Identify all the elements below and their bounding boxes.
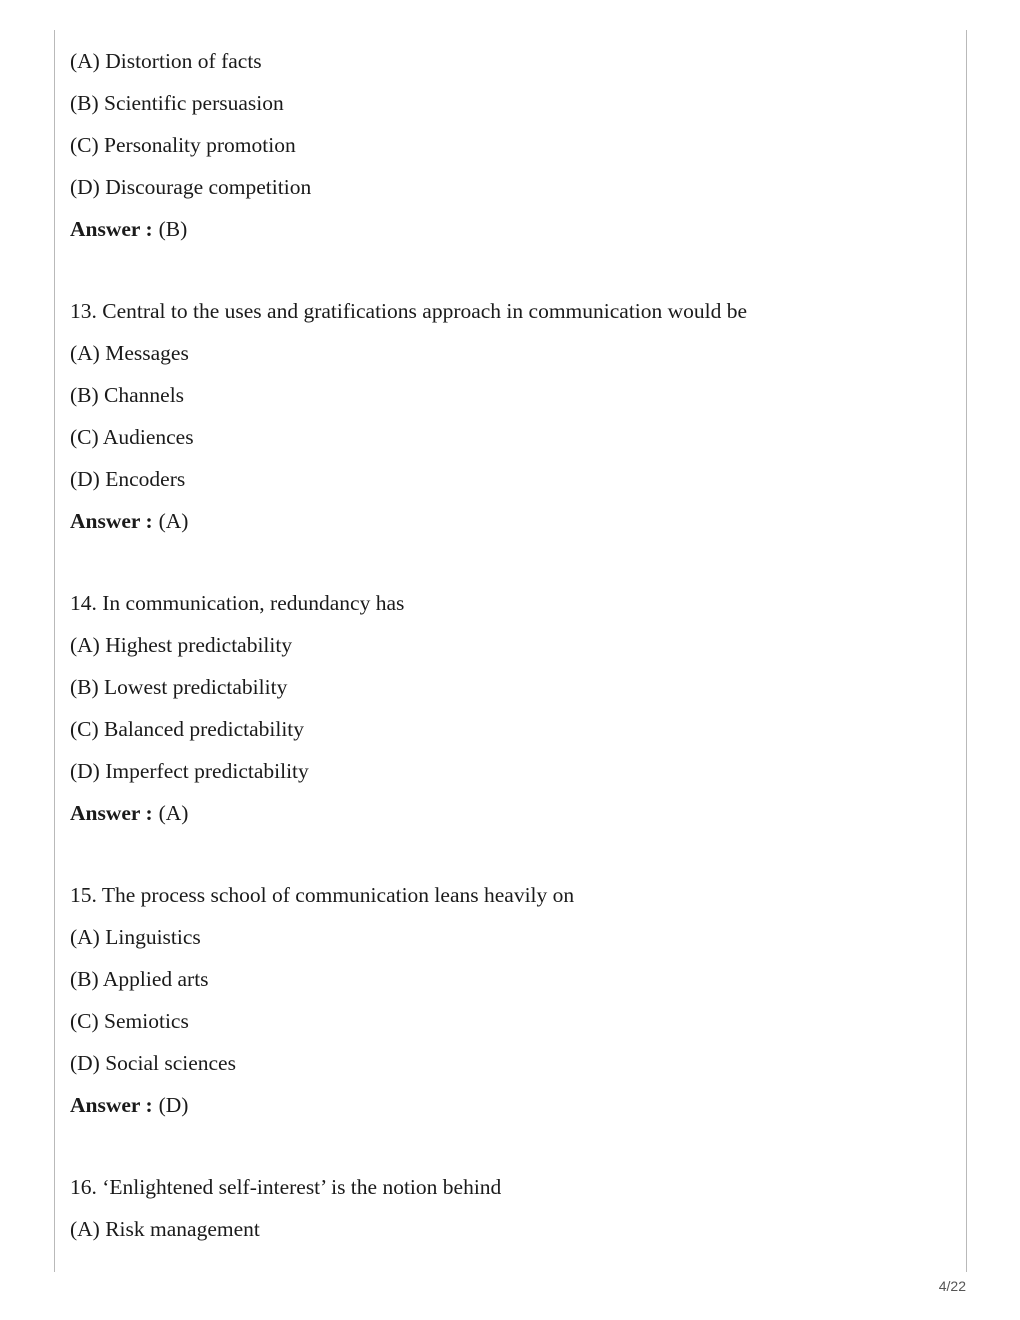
option-a: (A) Highest predictability — [70, 633, 293, 657]
question-block — [70, 582, 950, 834]
answer-label: Answer : — [70, 217, 153, 241]
question-block — [70, 290, 950, 542]
option-b: (B) Channels — [70, 383, 185, 407]
answer-row — [70, 208, 950, 250]
question-text: 16. ‘Enlightened self-interest’ is the notion behind — [70, 1175, 502, 1199]
option-c: (C) Personality promotion — [70, 133, 296, 157]
option-b: (B) Lowest predictability — [70, 675, 288, 699]
option-a: (A) Messages — [70, 341, 189, 365]
continued-question-block — [70, 40, 950, 250]
option-b: (B) Applied arts — [70, 967, 209, 991]
page-content — [70, 40, 950, 1250]
question-block — [70, 1166, 950, 1250]
question-text: 14. In communication, redundancy has — [70, 591, 405, 615]
answer-row — [70, 1084, 950, 1126]
option-b: (B) Scientific persuasion — [70, 91, 284, 115]
option-a: (A) Distortion of facts — [70, 49, 262, 73]
option-d: (D) Social sciences — [70, 1051, 236, 1075]
left-margin-rule — [54, 30, 55, 1272]
option-d: (D) Imperfect predictability — [70, 759, 309, 783]
answer-label: Answer : — [70, 801, 153, 825]
answer-label: Answer : — [70, 1093, 153, 1117]
option-a: (A) Risk management — [70, 1217, 260, 1241]
answer-row — [70, 500, 950, 542]
option-d: (D) Encoders — [70, 467, 186, 491]
option-c: (C) Audiences — [70, 425, 194, 449]
answer-value: (B) — [158, 217, 188, 241]
answer-value: (D) — [158, 1093, 189, 1117]
option-a: (A) Linguistics — [70, 925, 201, 949]
answer-value: (A) — [158, 801, 189, 825]
answer-row — [70, 792, 950, 834]
answer-value: (A) — [158, 509, 189, 533]
option-d: (D) Discourage competition — [70, 175, 312, 199]
question-block — [70, 874, 950, 1126]
page-number: 4/22 — [938, 1278, 966, 1294]
question-text: 15. The process school of communication leans heavily on — [70, 883, 575, 907]
option-c: (C) Balanced predictability — [70, 717, 305, 741]
option-c: (C) Semiotics — [70, 1009, 189, 1033]
answer-label: Answer : — [70, 509, 153, 533]
right-margin-rule — [966, 30, 967, 1272]
question-text: 13. Central to the uses and gratifications approach in communication would be — [70, 299, 748, 323]
